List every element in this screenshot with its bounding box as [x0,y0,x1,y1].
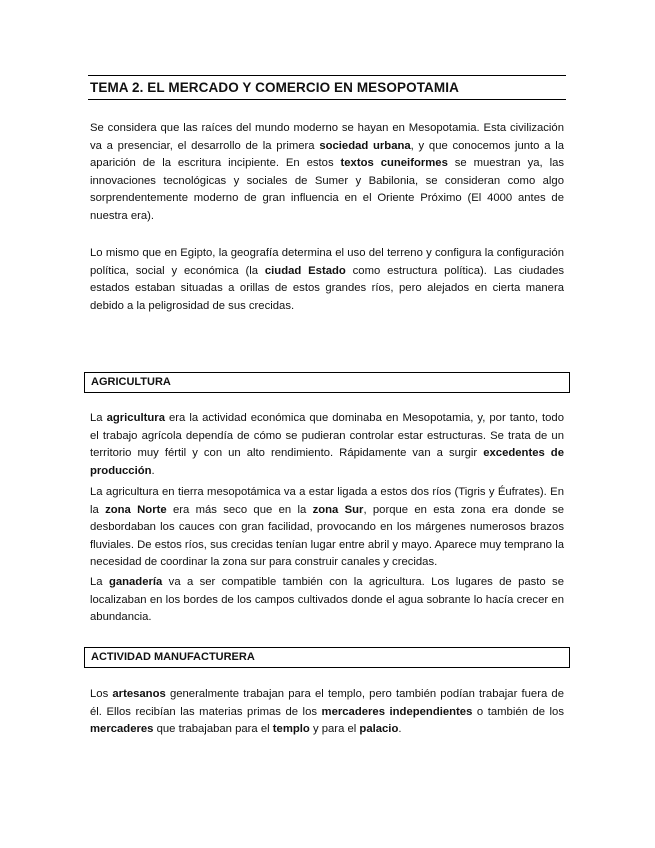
text-run: , y que conocemos junto a la aparición de la escritura incipiente. En estos [90,139,564,170]
text-run: Los [90,688,113,700]
text-run: Se considera que las raíces del mundo moderno se hayan en Mesopotamia. Esta civilización va a presenciar, el desarrollo de la primera [90,122,564,152]
section-heading-agricultura [84,372,570,393]
title-rule-block [88,75,566,100]
bold-term-agricultura: agricultura [106,412,165,424]
bold-term-zona-norte: zona Norte [105,503,167,516]
bold-term-ganaderia: ganadería [108,576,163,588]
bold-term-ciudad-estado: ciudad Estado [264,264,346,277]
section-heading-text: ACTIVIDAD MANUFACTURERA [91,651,255,663]
text-run: o también de los [472,705,564,718]
text-run: que trabajaban para el [153,723,273,736]
text-run: va a ser compatible también con la agricultura. Los lugares de pasto se localizaban en los bordes de los campos cultivados donde el agua sobrante lo hacía crecer en abundancia. [90,576,564,624]
bold-term-zona-sur: zona Sur [312,503,364,516]
text-run: La agricultura en tierra mesopotámica va a estar ligada a estos dos ríos (Tigris y Éufrates). En la [90,486,564,516]
bold-term-mercaderes-independientes: mercaderes independientes [321,705,473,718]
bold-term-sociedad-urbana: sociedad urbana [319,139,411,152]
manufacturera-paragraph-1 [90,686,564,739]
text-run: , porque en esta zona era donde se desbordaban los cauces con gran facilidad, provocando en los márgenes numerosos brazos fluviales. De estos ríos, sus crecidas tenían lugar entre abril y mayo. Aparece muy temprano la necesidad de coordinar la zona sur para construir canales y crecidas. [90,503,565,569]
text-run: . [151,464,155,477]
text-run: La [90,576,109,588]
bold-term-mercaderes: mercaderes [90,723,154,736]
section-heading-text: AGRICULTURA [91,376,171,388]
text-run: era la actividad económica que dominaba en Mesopotamia, y, por tanto, todo el trabajo agrícola dependía de cómo se pudieran controlar estar estructuras. Se trata de un territorio muy fértil y con un alto rendimiento. Rápidamente van a surgir [90,412,564,460]
page-title: TEMA 2. EL MERCADO Y COMERCIO EN MESOPOTAMIA [90,80,459,95]
bold-term-templo: templo [272,723,310,736]
text-run: como estructura política). Las ciudades estados estaban situadas a orillas de estos grandes ríos, pero alejados en cierta manera debido a la peligrosidad de sus crecidas. [90,264,564,312]
text-run: era más seco que en la [166,503,313,516]
intro-paragraph-1 [90,120,564,226]
text-run: y para el [309,723,360,736]
text-run: se muestran ya, las innovaciones tecnológicas y sociales de Sumer y Babilonia, se consideran como algo sorprendentemente moderno de gran influencia en el Oriente Próximo (El 4000 antes de nuestra era). [90,157,565,222]
text-run: generalmente trabajan para el templo, pero también podían trabajar fuera de él. Ellos recibían las materias primas de los [90,688,564,718]
intro-paragraph-2 [90,245,564,315]
agricultura-paragraph-2 [90,484,564,572]
text-run: La [90,412,107,424]
text-run: . [398,723,402,736]
bold-term-artesanos: artesanos [112,688,166,700]
bold-term-excedentes: excedentes de producción [90,447,564,477]
agricultura-paragraph-1 [90,410,564,480]
agricultura-paragraph-3 [90,574,564,627]
bold-term-textos-cuneiformes: textos cuneiformes [340,157,448,170]
bold-term-palacio: palacio [359,723,399,736]
section-heading-actividad-manufacturera [84,647,570,668]
text-run: Lo mismo que en Egipto, la geografía determina el uso del terreno y configura la configuración política, social y económica (la [90,247,564,277]
